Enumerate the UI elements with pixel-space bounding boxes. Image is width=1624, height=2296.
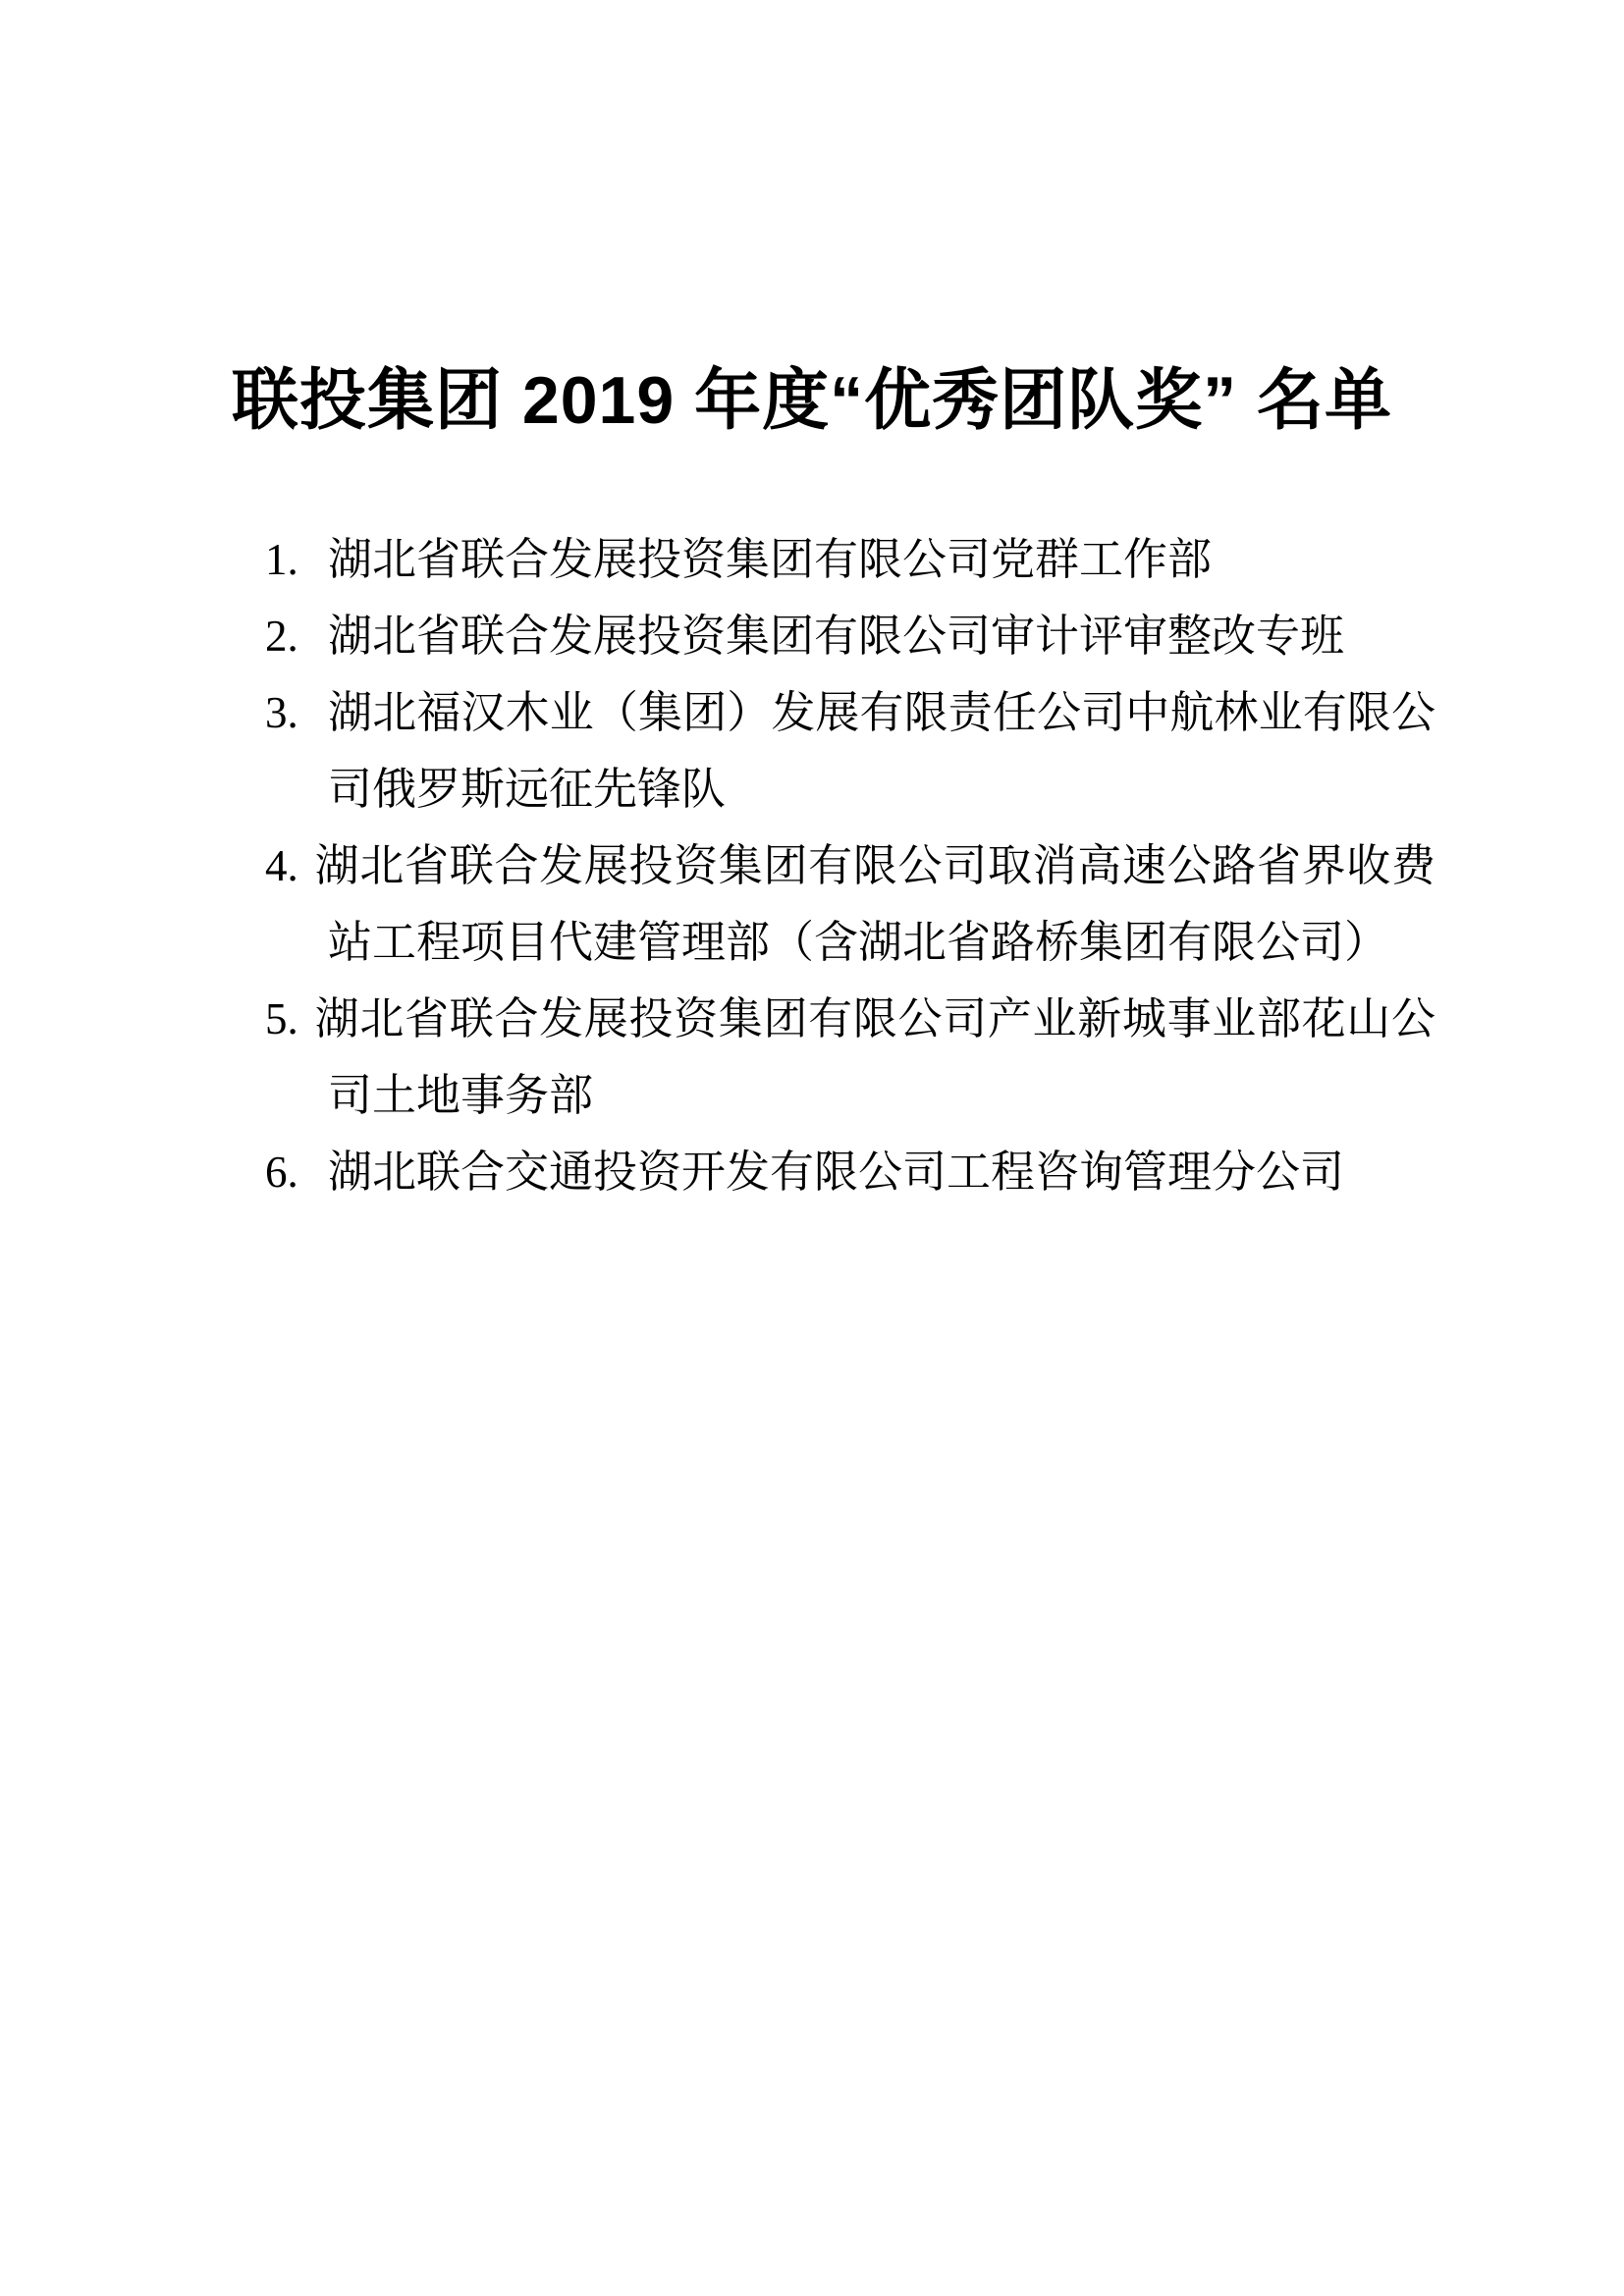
list-item xyxy=(265,521,1435,598)
list-item xyxy=(265,1134,1435,1210)
item-number: 5. xyxy=(265,994,298,1043)
award-list xyxy=(265,521,1435,1210)
item-number: 4. xyxy=(265,841,298,890)
item-text: 湖北省联合发展投资集团有限公司取消高速公路省界收费站工程项目代建管理部（含湖北省路桥集团有限公司） xyxy=(314,841,1435,967)
list-item xyxy=(265,981,1435,1134)
document-title: 联投集团 2019 年度“优秀团队奖” 名单 xyxy=(232,363,1392,438)
list-item xyxy=(265,598,1435,674)
item-number: 6. xyxy=(265,1148,298,1197)
list-item xyxy=(265,674,1435,828)
item-text: 湖北联合交通投资开发有限公司工程咨询管理分公司 xyxy=(328,1148,1345,1197)
item-number: 3. xyxy=(265,688,298,737)
item-text: 湖北省联合发展投资集团有限公司审计评审整改专班 xyxy=(328,612,1345,661)
item-number: 1. xyxy=(265,535,298,584)
list-item xyxy=(265,828,1435,981)
item-text: 湖北省联合发展投资集团有限公司党群工作部 xyxy=(328,535,1213,584)
item-text: 湖北省联合发展投资集团有限公司产业新城事业部花山公司土地事务部 xyxy=(314,994,1435,1120)
item-text: 湖北福汉木业（集团）发展有限责任公司中航林业有限公司俄罗斯远征先锋队 xyxy=(328,688,1435,814)
item-number: 2. xyxy=(265,612,298,661)
